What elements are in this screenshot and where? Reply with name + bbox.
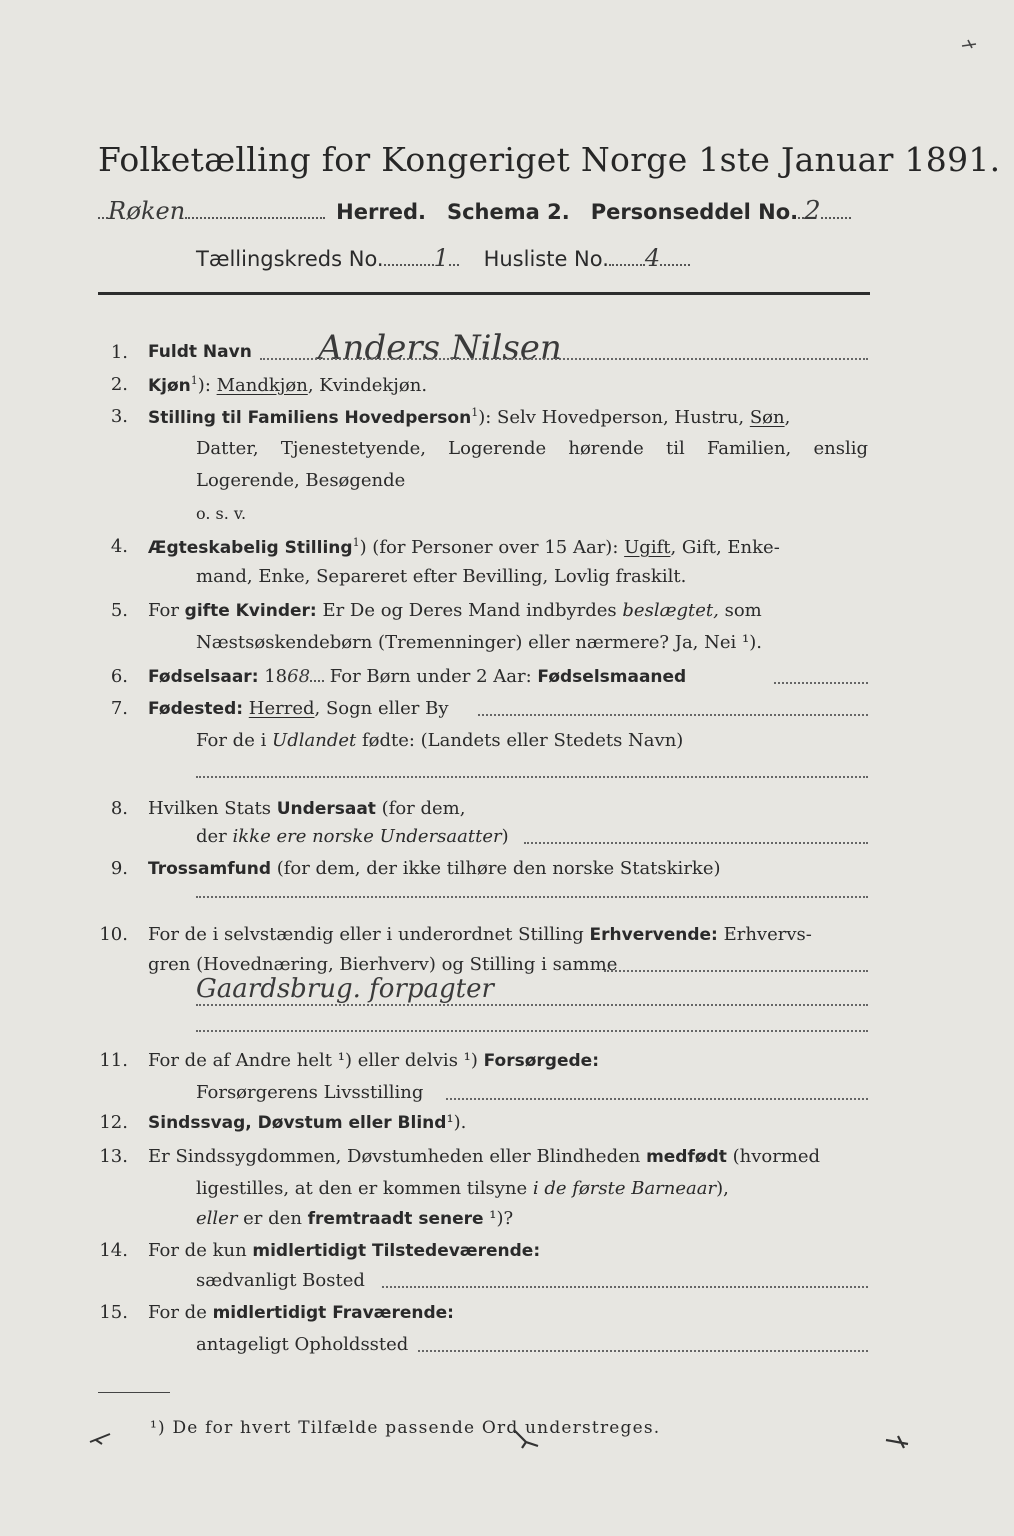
q4-line1-a: ) (for Personer over 15 Aar):: [359, 537, 625, 558]
q15-fill-line: [418, 1350, 868, 1352]
herred-label: Herred.: [336, 200, 426, 224]
q13-line1: [148, 1146, 820, 1167]
personseddel-label: Personseddel No.: [590, 200, 799, 224]
q11-number: 11.: [99, 1050, 128, 1071]
q13-italic: i de første Barneaar: [532, 1178, 717, 1199]
q7-line2-b: fødte: (Landets eller Stedets Navn): [356, 730, 684, 751]
q8-line1-a: Hvilken Stats: [148, 798, 277, 819]
q9-rest: (for dem, der ikke tilhøre den norske Statskirke): [270, 858, 721, 879]
q3-sup: 1: [471, 406, 479, 419]
q11-bold: Forsørgede:: [483, 1051, 599, 1071]
q6-fill-line: [774, 682, 868, 684]
q8-italic: ikke ere norske Undersaatter: [232, 826, 502, 847]
q8-line1: [148, 798, 465, 819]
q10-line1: [148, 924, 812, 945]
q8-bold: Undersaat: [276, 799, 376, 819]
q6-rest-a: For Børn under 2 Aar:: [324, 666, 538, 687]
q5-line1-b: som: [718, 600, 762, 621]
q12-number: 12.: [99, 1112, 128, 1133]
q6-prefix: 18: [258, 666, 288, 687]
q9-line: [148, 858, 868, 879]
q5-line1: [148, 600, 762, 621]
q1-name-value: Anders Nilsen: [318, 328, 562, 368]
ink-mark-left: [88, 1428, 118, 1448]
q7-rest: , Sogn eller By: [314, 698, 449, 719]
q4-sup: 1: [352, 536, 360, 549]
q11-line2: Forsørgerens Livsstilling: [196, 1082, 424, 1103]
q10-number: 10.: [99, 924, 128, 945]
q12-label: Sindssvag, Døvstum eller Blind: [148, 1113, 447, 1133]
q13-line3-italic: eller: [196, 1208, 238, 1229]
q8-number: 8.: [110, 798, 128, 819]
q5-italic: beslægtet,: [622, 600, 719, 621]
q15-number: 15.: [99, 1302, 128, 1323]
q6-value: 68: [287, 666, 311, 687]
q3-line2: Datter, Tjenestetyende, Logerende hørende til Familien, enslig: [196, 438, 868, 459]
kreds-row: [196, 244, 690, 272]
q1-fill-line: [260, 358, 868, 360]
ink-mark-top: [960, 38, 980, 52]
footnote-divider: [98, 1392, 170, 1393]
q5-line1-a: Er De og Deres Mand indbyrdes: [316, 600, 623, 621]
q1-label: Fuldt Navn: [148, 342, 252, 362]
q3-underlined: Søn: [749, 407, 785, 428]
q14-line1-a: For de kun: [148, 1240, 253, 1261]
husliste-label: Husliste No.: [483, 247, 609, 271]
q8-line2-a: der: [196, 826, 233, 847]
q13-line2-a: ligestilles, at den er kommen tilsyne: [196, 1178, 533, 1199]
q2-text-b: , Kvindekjøn.: [307, 375, 428, 396]
q10-fill-line2: [196, 1004, 868, 1006]
q15-line1: [148, 1302, 454, 1323]
ink-mark-right: [884, 1432, 914, 1452]
q14-bold: midlertidigt Tilstedeværende:: [252, 1241, 541, 1261]
herred-row: [98, 196, 851, 226]
q14-number: 14.: [99, 1240, 128, 1261]
q3-line4: o. s. v.: [196, 504, 247, 523]
kreds-label: Tællingskreds No.: [196, 247, 384, 271]
q7-underlined: Herred: [248, 698, 315, 719]
q15-line2: antageligt Opholdssted: [196, 1334, 409, 1355]
q4-number: 4.: [110, 536, 128, 557]
q7-label: Fødested:: [148, 699, 244, 719]
q14-line1: [148, 1240, 540, 1261]
q11-line1: [148, 1050, 599, 1071]
q3-line3: Logerende, Besøgende: [196, 470, 406, 491]
q2-text-a: ):: [197, 375, 217, 396]
footnote: [150, 1418, 660, 1438]
header-divider: [98, 292, 870, 295]
q2-number: 2.: [110, 374, 128, 395]
q2-line: [148, 374, 427, 396]
q8-line1-b: (for dem,: [375, 798, 466, 819]
q14-line2: sædvanligt Bosted: [196, 1270, 365, 1291]
q13-line3-a: er den: [237, 1208, 308, 1229]
q3-line1-end: ,: [784, 407, 791, 428]
q11-line1-a: For de af Andre helt ¹) eller delvis ¹): [148, 1050, 484, 1071]
q2-sup: 1: [190, 374, 198, 387]
q9-number: 9.: [110, 858, 128, 879]
q13-line1-b: (hvormed: [726, 1146, 821, 1167]
q4-underlined: Ugift: [624, 537, 671, 558]
q10-line2: gren (Hovednæring, Bierhverv) og Stilling i samme: [148, 954, 618, 975]
q14-fill-line: [382, 1286, 868, 1288]
herred-value: Røken: [108, 197, 186, 225]
q2-label: Kjøn: [148, 376, 191, 396]
q13-line1-a: Er Sindssygdommen, Døvstumheden eller Blindheden: [148, 1146, 647, 1167]
q6-number: 6.: [110, 666, 128, 687]
q10-bold: Erhvervende:: [589, 925, 718, 945]
q13-bold: medfødt: [646, 1147, 727, 1167]
q5-line2: Næstsøskendebørn (Tremenninger) eller nærmere? Ja, Nei ¹).: [196, 632, 762, 653]
q10-fill-line: [604, 970, 868, 972]
q3-line1: [148, 406, 790, 428]
q13-line2-b: ),: [716, 1178, 729, 1199]
q8-line2: [196, 826, 509, 847]
q2-underlined: Mandkjøn: [216, 375, 308, 396]
q5-number: 5.: [110, 600, 128, 621]
q10-line1-a: For de i selvstændig eller i underordnet Stilling: [148, 924, 590, 945]
q6-label: Fødselsaar:: [148, 667, 259, 687]
q13-line3: [196, 1208, 513, 1229]
footnote-text: De for hvert Tilfælde passende Ord understreges.: [165, 1418, 661, 1438]
personseddel-value: 2: [804, 196, 821, 226]
q7-line1: [148, 698, 449, 719]
footnote-mark: ¹): [150, 1418, 166, 1438]
q3-line1-rest: ): Selv Hovedperson, Hustru,: [478, 407, 750, 428]
q13-line3-b: ¹)?: [483, 1208, 514, 1229]
q10-occupation-value: Gaardsbrug. forpagter: [196, 974, 494, 1004]
q7-number: 7.: [110, 698, 128, 719]
q7-line2: [196, 730, 683, 751]
q8-line2-b: ): [501, 826, 509, 847]
schema-label: Schema 2.: [446, 200, 570, 224]
q4-line2: mand, Enke, Separeret efter Bevilling, Lovlig fraskilt.: [196, 566, 687, 587]
kreds-value: 1: [433, 244, 449, 272]
q11-fill-line: [446, 1098, 868, 1100]
q7-line2-italic: Udlandet: [272, 730, 357, 751]
form-title: Folketælling for Kongeriget Norge 1ste Januar 1891.: [98, 140, 1001, 179]
q15-bold: midlertidigt Fraværende:: [212, 1303, 454, 1323]
q4-line1-b: , Gift, Enke-: [670, 537, 780, 558]
q13-line3-bold: fremtraadt senere: [307, 1209, 484, 1229]
q4-label: Ægteskabelig Stilling: [148, 538, 353, 558]
q7-fill-line2: [196, 776, 868, 778]
husliste-value: 4: [644, 244, 661, 272]
q7-line2-a: For de i: [196, 730, 273, 751]
q8-fill-line: [524, 842, 868, 844]
q10-line1-b: Erhvervs-: [717, 924, 812, 945]
q13-number: 13.: [99, 1146, 128, 1167]
q6-rest-b: Fødselsmaaned: [537, 667, 687, 687]
q9-label: Trossamfund: [148, 859, 271, 879]
q5-label-a: For: [148, 600, 185, 621]
q10-fill-line3: [196, 1030, 868, 1032]
q15-line1-a: For de: [148, 1302, 213, 1323]
q6-line: [148, 666, 686, 687]
q1-number: 1.: [110, 342, 128, 363]
q4-line1: [148, 536, 780, 558]
q3-number: 3.: [110, 406, 128, 427]
q13-line2: [196, 1178, 729, 1199]
q12-line: [148, 1112, 466, 1133]
q9-fill-line: [196, 896, 868, 898]
q12-end: ¹).: [446, 1112, 467, 1133]
ink-mark-center: [508, 1426, 542, 1452]
q7-fill-line: [478, 714, 868, 716]
q3-label: Stilling til Familiens Hovedperson: [148, 408, 472, 428]
q5-label-b: gifte Kvinder:: [184, 601, 317, 621]
